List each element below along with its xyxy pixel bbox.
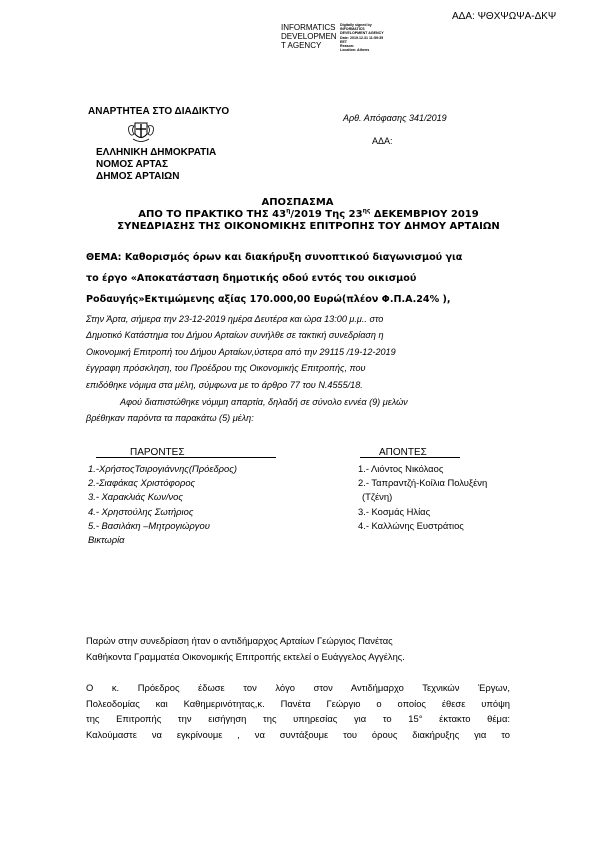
issuer-line: ΔΗΜΟΣ ΑΡΤΑΙΩΝ (96, 171, 180, 182)
paragraph-line: Ο κ. Πρόεδρος έδωσε τον λόγο στον Αντιδήμαρχο Τεχνικών Έργων, (86, 682, 510, 693)
paragraph-line: επιδόθηκε νόμιμα στα μέλη, σύμφωνα με το άρθρο 77 του Ν.4555/18. (86, 379, 363, 390)
quorum-paragraph (86, 394, 408, 426)
signature-line: INFORMATICS (340, 27, 365, 32)
title-text: ΔΕΚΕΜΒΡΙΟΥ 2019 (370, 209, 479, 220)
intro-paragraph (86, 311, 396, 393)
agency-line: T AGENCY (281, 41, 322, 50)
signature-line: Location: Athens (340, 48, 370, 53)
title-text: ΑΠΟ ΤΟ ΠΡΑΚΤΙΚΟ ΤΗΣ 43 (138, 209, 287, 220)
paragraph-line: της Επιτροπής την εισήγηση της υπηρεσίας για το 15° έκτακτο θέμα: (86, 713, 510, 724)
paragraph-line: Καλούμαστε να εγκρίνουμε , να συντάξουμε του όρους διακήρυξης για το (86, 728, 510, 740)
ada-top: ΑΔΑ: ΨΘΧΨΩΨΑ-ΔΚΨ (452, 11, 557, 22)
paragraph-line: Πολεοδομίας και Καθημερινότητας,κ. Πανέτα Γεώργιο ο οποίος έθεσε υπόψη (86, 697, 510, 709)
list-item: 3.- Χαρακλιάς Κων/νος (88, 491, 183, 503)
signature-line: Reason: (340, 44, 355, 49)
paragraph-line: Οικονομική Επιτροπή του Δήμου Αρταίων,ύστερα από την 29115 /19-12-2019 (86, 346, 396, 357)
paragraph-line: Καθήκοντα Γραμματέα Οικονομικής Επιτροπής εκτελεί ο Ευάγγελος Αγγέλης. (86, 650, 405, 662)
publish-notice: ΑΝΑΡΤΗΤΕΑ ΣΤΟ ΔΙΑΔΙΚΤΥΟ (88, 106, 230, 117)
document-title (0, 197, 595, 233)
present-heading: ΠΑΡΟΝΤΕΣ (130, 447, 185, 458)
ada-label: ΑΔΑ: (372, 136, 393, 146)
subject-block (86, 247, 462, 310)
signing-agency (281, 23, 337, 50)
present-list (88, 462, 237, 547)
signature-line: Digitally signed by (340, 23, 372, 27)
digital-signature-details (340, 23, 384, 52)
list-item: 1.- Λιόντος Νικόλαος (358, 463, 444, 474)
paragraph-line: έγγραφη πρόσκληση, του Προέδρου της Οικονομικής Επιτροπής, που (86, 363, 366, 374)
divider (96, 457, 276, 458)
paragraph-line: Δημοτικό Κατάστημα του Δήμου Αρταίων συνήλθε σε τακτική συνεδρίαση η (86, 330, 384, 341)
title-text: /2019 Της 23 (290, 209, 363, 220)
paragraph-line: Στην Άρτα, σήμερα την 23-12-2019 ημέρα Δευτέρα και ώρα 13:00 μ.μ.. στο (86, 314, 384, 324)
paragraph-line: βρέθηκαν παρόντα τα παρακάτω (5) μέλη: (86, 413, 254, 423)
issuer-block (96, 147, 216, 183)
signature-line: DEVELOPMENT AGENCY (340, 31, 384, 36)
issuer-line: ΝΟΜΟΣ ΑΡΤΑΣ (96, 159, 168, 170)
title-sup: ης (362, 207, 371, 215)
signature-line: Date: 2019.12.31 11:59:35 (340, 35, 384, 40)
list-item: 3.- Κοσμάς Ηλίας (358, 505, 431, 517)
attendance-paragraph (86, 633, 405, 664)
list-item: Βικτωρία (88, 534, 125, 546)
title-line (0, 209, 595, 221)
title-line: ΑΠΟΣΠΑΣΜΑ (261, 197, 334, 208)
subject-line: το έργο «Αποκατάσταση δημοτικής οδού εντός του οικισμού (86, 273, 417, 284)
title-line: ΣΥΝΕΔΡΙΑΣΗΣ ΤΗΣ ΟΙΚΟΝΟΜΙΚΗΣ ΕΠΙΤΡΟΠΗΣ ΤΟΥ ΔΗΜΟΥ ΑΡΤΑΙΩΝ (117, 221, 500, 232)
title-sup: η (286, 207, 291, 215)
list-item: 2.-Σιαφάκας Χριστόφορος (88, 477, 196, 489)
divider (360, 457, 460, 458)
list-item: (Τζένη) (362, 491, 393, 503)
list-item: 1.-ΧρήστοςΤσιρογιάννης(Πρόεδρος) (88, 463, 237, 474)
signature-line: EET (340, 39, 347, 44)
list-item: 4.- Χρηστούλης Σωτήριος (88, 505, 194, 517)
list-item: 2.- Ταπραντζή-Κοίλια Πολυξένη (358, 477, 488, 489)
subject-line: ΘΕΜΑ: Καθορισμός όρων και διακήρυξη συνοπτικού διαγωνισμού για (86, 252, 463, 263)
absent-list (358, 462, 487, 533)
issuer-line: ΕΛΛΗΝΙΚΗ ΔΗΜΟΚΡΑΤΙΑ (96, 147, 217, 158)
absent-heading: ΑΠΟΝΤΕΣ (379, 447, 427, 458)
coat-of-arms-icon (125, 120, 157, 149)
list-item: 5.- Βασιλάκη –Μητρογιώργου (88, 519, 210, 531)
subject-line: Ροδαυγής»Εκτιμώμενης αξίας 170.000,00 Ευρώ(πλέον Φ.Π.Α.24% ), (86, 294, 451, 305)
agency-line: INFORMATICS (281, 23, 336, 32)
agency-line: DEVELOPMEN (281, 32, 337, 41)
paragraph-line: Αφού διαπιστώθηκε νόμιμη απαρτία, δηλαδή σε σύνολο εννέα (9) μελών (120, 397, 408, 407)
decision-number: Αρθ. Απόφασης 341/2019 (343, 113, 447, 123)
closing-paragraph (86, 680, 510, 742)
paragraph-line: Παρών στην συνεδρίαση ήταν ο αντιδήμαρχος Αρταίων Γεώργιος Πανέτας (86, 635, 393, 646)
list-item: 4.- Καλλώνης Ευστράτιος (358, 519, 464, 531)
